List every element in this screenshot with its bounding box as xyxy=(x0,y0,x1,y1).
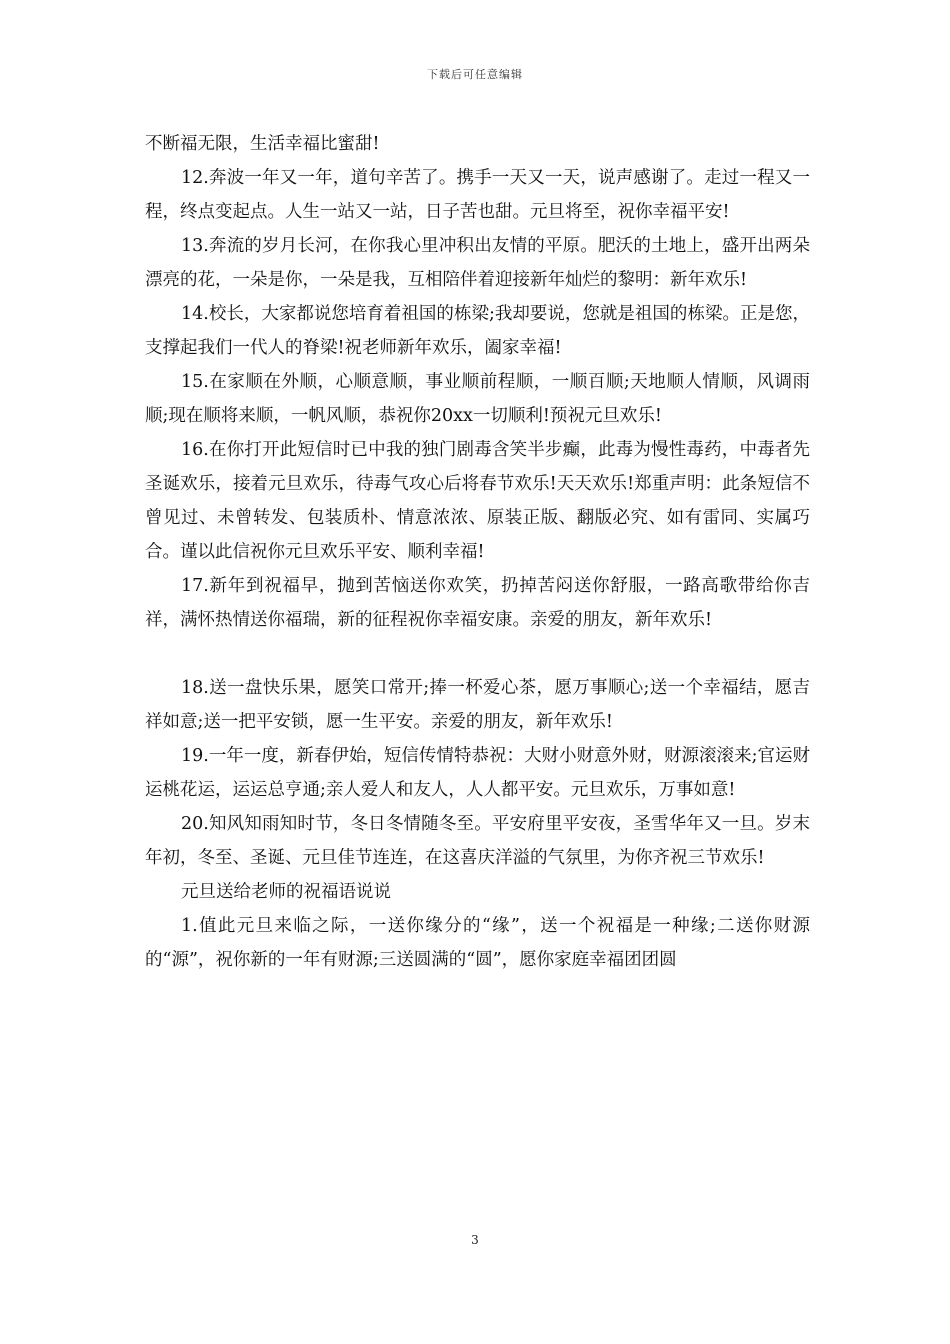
paragraph-item-15: 15.在家顺在外顺，心顺意顺，事业顺前程顺，一顺百顺;天地顺人情顺，风调雨顺;现在顺将来顺，一帆风顺，恭祝你20xx一切顺利!预祝元旦欢乐! xyxy=(145,372,810,426)
paragraph-item-18: 18.送一盘快乐果，愿笑口常开;捧一杯爱心茶，愿万事顺心;送一个幸福结，愿吉祥如意;送一把平安锁，愿一生平安。亲爱的朋友，新年欢乐! xyxy=(145,678,810,732)
paragraph-item-16: 16.在你打开此短信时已中我的独门剧毒含笑半步癫，此毒为慢性毒药，中毒者先圣诞欢乐，接着元旦欢乐，待毒气攻心后将春节欢乐!天天欢乐!郑重声明：此条短信不曾见过、未曾转发、包装质朴、情意浓浓、原装正版、翻版必究、如有雷同、实属巧合。谨以此信祝你元旦欢乐平安、顺利幸福! xyxy=(145,440,810,562)
blank-line xyxy=(145,637,810,671)
paragraph-item-13: 13.奔流的岁月长河，在你我心里冲积出友情的平原。肥沃的土地上，盛开出两朵漂亮的花，一朵是你，一朵是我，互相陪伴着迎接新年灿烂的黎明：新年欢乐! xyxy=(145,236,810,290)
paragraph-item-14: 14.校长，大家都说您培育着祖国的栋梁;我却要说，您就是祖国的栋梁。正是您，支撑起我们一代人的脊梁!祝老师新年欢乐，阖家幸福! xyxy=(145,304,810,358)
section-heading: 元旦送给老师的祝福语说说 xyxy=(181,882,391,902)
page-header-note: 下载后可任意编辑 xyxy=(427,68,523,81)
paragraph-item-20: 20.知风知雨知时节，冬日冬情随冬至。平安府里平安夜，圣雪华年又一旦。岁末年初，冬至、圣诞、元旦佳节连连，在这喜庆洋溢的气氛里，为你齐祝三节欢乐! xyxy=(145,814,810,868)
paragraph-item-17: 17.新年到祝福早，抛到苦恼送你欢笑，扔掉苦闷送你舒服，一路高歌带给你吉祥，满怀热情送你福瑞，新的征程祝你幸福安康。亲爱的朋友，新年欢乐! xyxy=(145,576,810,630)
paragraph-continuation: 不断福无限，生活幸福比蜜甜! xyxy=(145,134,380,154)
page-number: 3 xyxy=(471,1233,479,1247)
paragraph-item-1: 1.值此元旦来临之际，一送你缘分的“缘”，送一个祝福是一种缘;二送你财源的“源”，祝你新的一年有财源;三送圆满的“圆”，愿你家庭幸福团团圆 xyxy=(145,916,810,970)
document-body xyxy=(145,127,810,977)
paragraph-item-12: 12.奔波一年又一年，道句辛苦了。携手一天又一天，说声感谢了。走过一程又一程，终点变起点。人生一站又一站，日子苦也甜。元旦将至，祝你幸福平安! xyxy=(145,168,810,222)
paragraph-item-19: 19.一年一度，新春伊始，短信传情特恭祝：大财小财意外财，财源滚滚来;官运财运桃花运，运运总亨通;亲人爱人和友人，人人都平安。元旦欢乐，万事如意! xyxy=(145,746,810,800)
